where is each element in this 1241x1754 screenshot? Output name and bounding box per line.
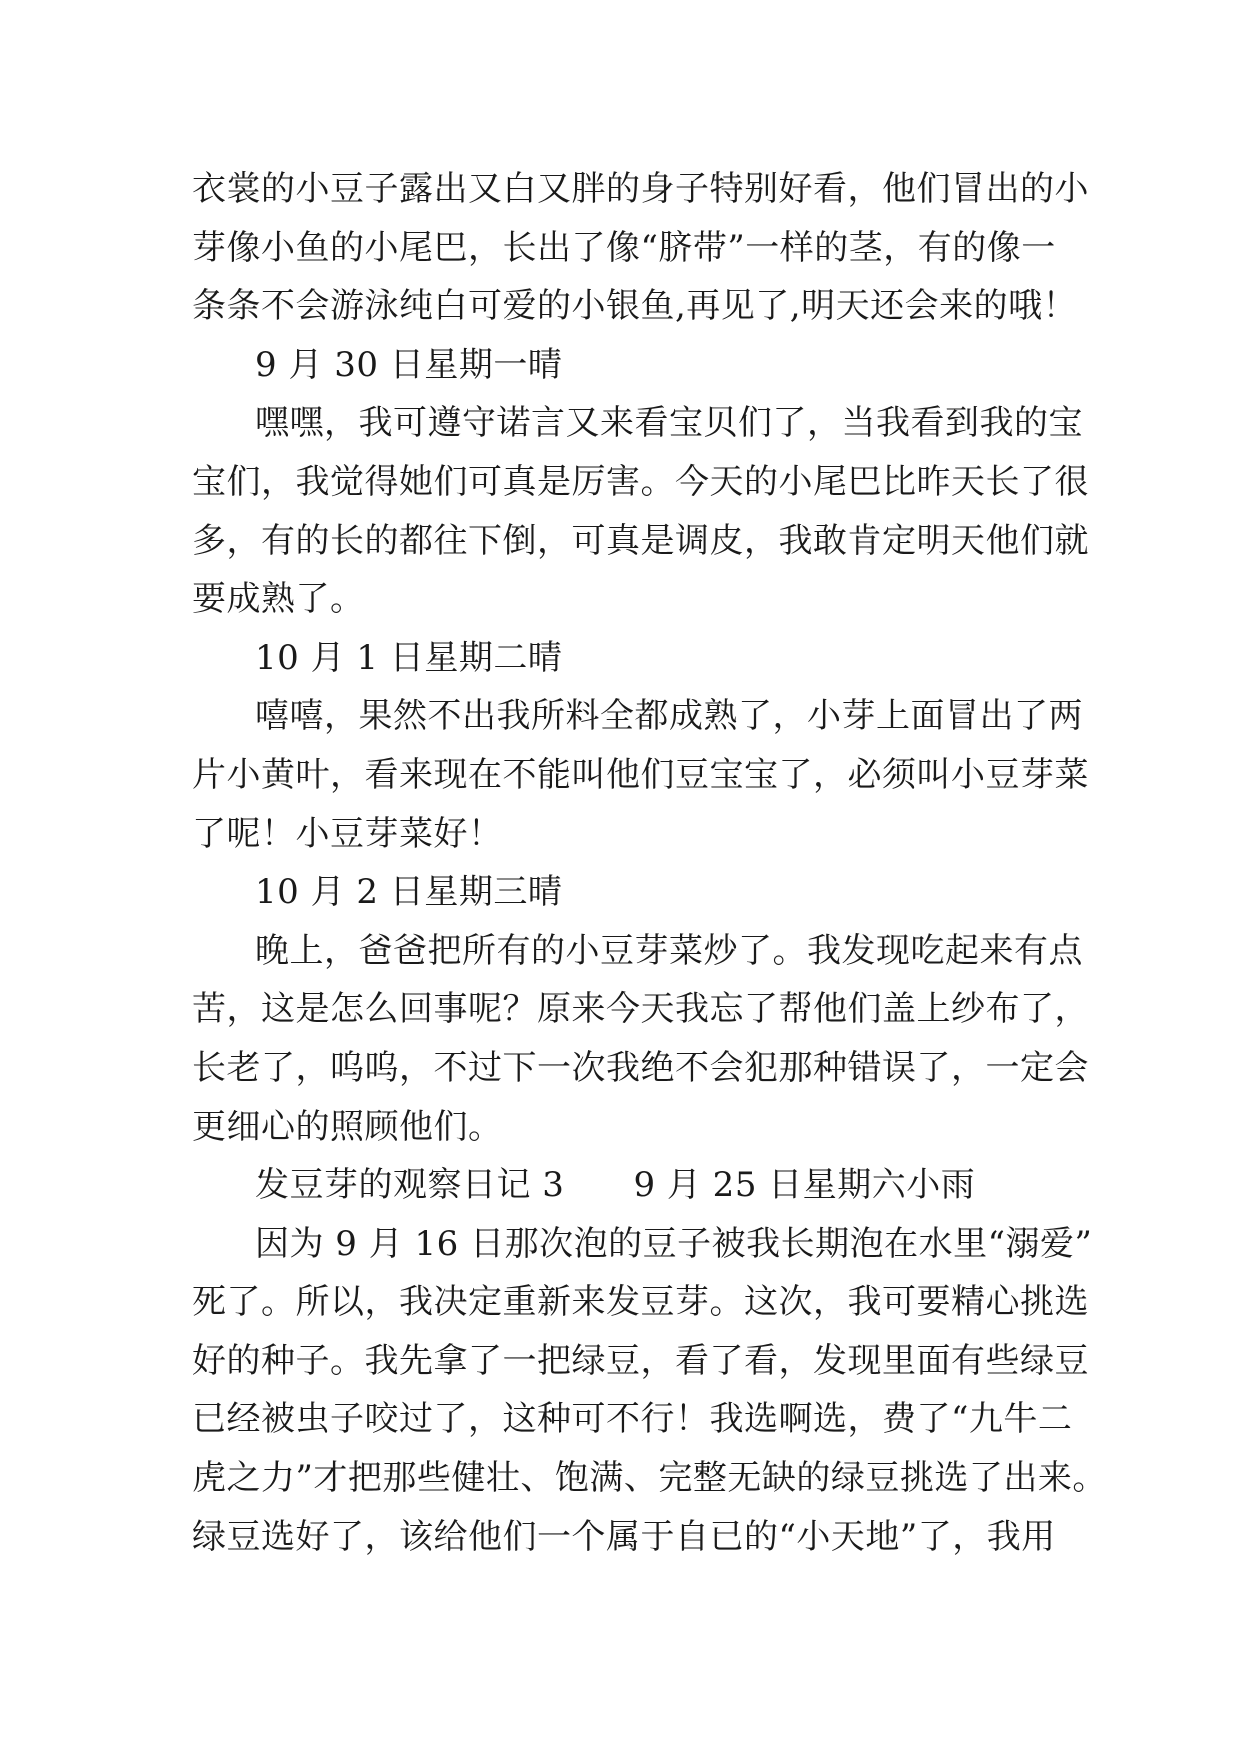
text-line: 宝们，我觉得她们可真是厉害。今天的小尾巴比昨天长了很 (192, 461, 1089, 502)
diary-section-heading: 发豆芽的观察日记 3 9 月 25 日星期六小雨 (255, 1165, 976, 1206)
text-line: 嘿嘿，我可遵守诺言又来看宝贝们了，当我看到我的宝 (255, 403, 1083, 444)
text-line: 更细心的照顾他们。 (192, 1106, 503, 1147)
diary-date-heading: 10 月 2 日星期三晴 (255, 872, 563, 913)
text-line: 多，有的长的都往下倒，可真是调皮，我敢肯定明天他们就 (192, 520, 1089, 561)
diary-date-heading: 9 月 30 日星期一晴 (255, 344, 563, 385)
text-line: 嘻嘻，果然不出我所料全都成熟了，小芽上面冒出了两 (255, 696, 1083, 737)
text-line: 条条不会游泳纯白可爱的小银鱼,再见了,明天还会来的哦！ (192, 286, 1078, 327)
text-line: 了呢！小豆芽菜好！ (192, 813, 503, 854)
text-line: 衣裳的小豆子露出又白又胖的身子特别好看，他们冒出的小 (192, 169, 1089, 209)
text-line: 绿豆选好了，该给他们一个属于自已的“小天地”了，我用 (192, 1516, 1056, 1557)
text-line: 虎之力”才把那些健壮、饱满、完整无缺的绿豆挑选了出来。 (192, 1458, 1107, 1499)
text-line: 片小黄叶，看来现在不能叫他们豆宝宝了，必须叫小豆芽菜 (192, 754, 1089, 795)
text-line: 因为 9 月 16 日那次泡的豆子被我长期泡在水里“溺爱” (255, 1223, 1093, 1264)
diary-date-heading: 10 月 1 日星期二晴 (255, 637, 563, 678)
text-line: 晚上，爸爸把所有的小豆芽菜炒了。我发现吃起来有点 (255, 930, 1083, 971)
text-line: 长老了，呜呜，不过下一次我绝不会犯那种错误了，一定会 (192, 1047, 1089, 1088)
text-line: 芽像小鱼的小尾巴，长出了像“脐带”一样的茎，有的像一 (192, 227, 1056, 268)
text-line: 要成熟了。 (192, 579, 365, 620)
text-line: 已经被虫子咬过了，这种可不行！我选啊选，费了“九牛二 (192, 1399, 1073, 1440)
text-line: 苦，这是怎么回事呢？原来今天我忘了帮他们盖上纱布了， (192, 989, 1089, 1030)
document-body (192, 160, 1107, 1566)
text-line: 好的种子。我先拿了一把绿豆，看了看，发现里面有些绿豆 (192, 1340, 1089, 1381)
text-line: 死了。所以，我决定重新来发豆芽。这次，我可要精心挑选 (192, 1282, 1089, 1323)
